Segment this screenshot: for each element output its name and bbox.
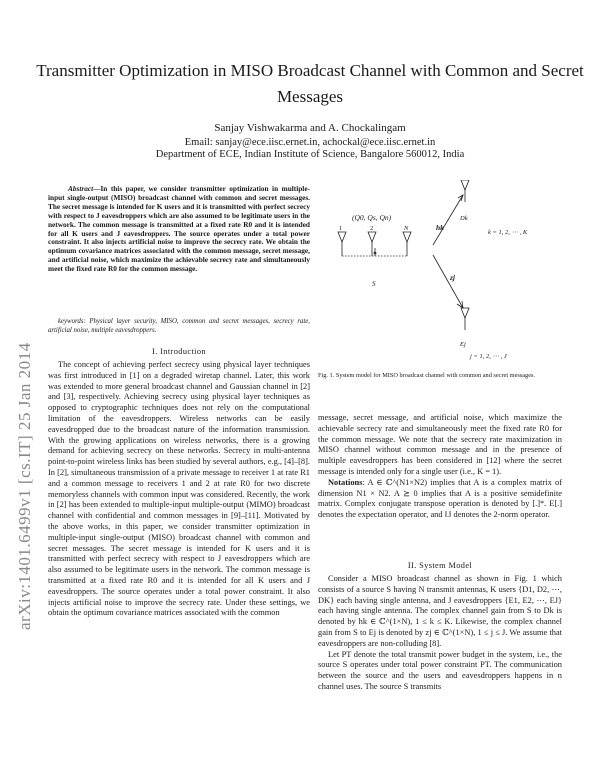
fig-source-label: S <box>372 280 376 288</box>
keywords-label: keywords: <box>58 318 86 325</box>
notations-label: Notations <box>328 477 363 487</box>
abstract-label: Abstract <box>68 184 94 193</box>
abstract <box>48 185 310 274</box>
abstract-text: —In this paper, we consider transmitter optimization in multiple-input single-output (MISO) broadcast channel with common and secret messages. The secret message is intended for K users and it is transmitted with perfect secrecy with respect to J eavesdroppers which are also assumed to be legitimate users in the network. The common message is transmitted at a fixed rate R0 and it is intended for all K users and J eavesdroppers. The source operates under a total power constraint. It also injects artificial noise to improve the secrecy rate. We obtain the optimum covariance matrices associated with the common message, secret message, and artificial noise, which maximize the achievable secrecy rate and simultaneously meet the fixed rate R0 for the common message. <box>48 184 310 274</box>
fig-eavesdropper-range: j = 1, 2, ⋯ , J <box>470 353 507 360</box>
right-column-text <box>318 413 562 521</box>
section-heading-system-model: II. System Model <box>407 561 473 570</box>
section-heading-introduction: I. Introduction <box>152 347 206 356</box>
keywords <box>48 317 310 335</box>
fig-channel-h-label: hk <box>436 223 444 232</box>
fig-antenna-n-label: N <box>404 225 409 232</box>
author-block <box>30 122 590 161</box>
fig-channel-z-label: zj <box>450 273 456 282</box>
keywords-text: Physical layer security, MISO, common and secret messages, secrecy rate, artificial noise, multiple eavesdroppers. <box>48 318 310 334</box>
intro-paragraph: The concept of achieving perfect secrecy using physical layer techniques was first introduced in [1] on a degraded wiretap channel. Later, this work was extended to more general broadcast channel and Gaussian channel in [2] and [3], respectively. Achieving secrecy using physical layer techniques as opposed to cryptographic techniques does not rely on the computational limitation of the eavesdroppers. Wireless networks can be easily eavesdropped due to the broadcast nature of the information transmission. With the growing applications on wireless networks, there is a growing demand for achieving secrecy on these networks. Secrecy in multi-antenna point-to-point wireless links has been studied by several authors, e.g., [4]–[8]. In [2], simultaneous transmission of a private message to receiver 1 at rate R1 and a common message to receivers 1 and 2 at rate R0 for two discrete memoryless channels with common input was considered. Recently, the work in [2] has been extended to multiple-input multiple-output (MIMO) broadcast channel with confidential and common messages in [9]–[11]. Motivated by the above works, in this paper, we consider transmitter optimization in multiple-input single-output (MISO) broadcast channel with common and secret messages. The secret message is intended for K users and it is transmitted with perfect secrecy with respect to J eavesdroppers which are also assumed to be legitimate users in the network. The common message is transmitted at a fixed rate R0 and it is intended for all K users and J eavesdroppers. The source operates under a total power constraint. It also injects artificial noise to improve the secrecy rate. Under these settings, we obtain the optimum covariance matrices associated with the common <box>48 360 310 618</box>
author-email: Email: sanjay@ece.iisc.ernet.in, achockal@ece.iisc.ernet.in <box>184 137 436 148</box>
notations-paragraph <box>318 478 562 521</box>
system-model-text <box>318 574 562 693</box>
fig-user-label: Dk <box>460 215 468 222</box>
system-model-figure <box>318 180 558 370</box>
fig-antenna-2-label: 2 <box>370 225 374 232</box>
right-paragraph-1: message, secret message, and artificial noise, which maximize the achievable secrecy rate and simultaneously meet the fixed rate R0 for the common message. We note that the secrecy rate maximization in MISO channel without common message and in the presence of multiple eavesdroppers has been considered in [12] where the secret message is intended only for a single user (i.e., K = 1). <box>318 413 562 476</box>
fig-covariance-label: (Q0, Qs, Qn) <box>352 213 392 222</box>
arxiv-identifier: arXiv:1401.6499v1 [cs.IT] 25 Jan 2014 <box>15 342 34 630</box>
fig-eavesdropper-label: Ej <box>460 341 466 348</box>
fig-antenna-1-label: 1 <box>339 225 343 232</box>
fig-user-range: k = 1, 2, ⋯ , K <box>488 229 528 236</box>
system-paragraph-2: Let PT denote the total transmit power budget in the system, i.e., the source S operates under total power constraint PT. The communication between the source and the users and eavesdroppers happens in n channel uses. The source S transmits <box>318 649 562 691</box>
left-column-text <box>48 360 310 619</box>
system-paragraph-1: Consider a MISO broadcast channel as shown in Fig. 1 which consists of a source S having N transmit antennas, K users {D1, D2, ⋯, DK} each having single antenna, and J eavesdroppers {E1, E2, ⋯, EJ} each having single antenna. The complex channel gain from S to Dk is denoted by hk ∈ ℂ^(1×N), 1 ≤ k ≤ K. Likewise, the complex channel gain from S to Ej is denoted by zj ∈ ℂ^(1×N), 1 ≤ j ≤ J. We assume that eavesdroppers are non-colluding [8]. <box>318 574 562 648</box>
author-affiliation: Department of ECE, Indian Institute of Science, Bangalore 560012, India <box>155 149 465 160</box>
paper-title: Transmitter Optimization in MISO Broadcast Channel with Common and Secret Messages <box>36 61 584 106</box>
figure-caption: Fig. 1. System model for MISO broadcast channel with common and secret messages. <box>318 372 536 379</box>
author-names: Sanjay Vishwakarma and A. Chockalingam <box>214 122 406 134</box>
notations-text: : A ∈ ℂ^(N1×N2) implies that A is a complex matrix of dimension N1 × N2. A ⪰ 0 implies that A is a positive semidefinite matrix. Complex conjugate transpose operation is denoted by [.]*. E[.] denotes the expectation operator, and ‖.‖ denotes the 2-norm operator. <box>318 477 562 520</box>
